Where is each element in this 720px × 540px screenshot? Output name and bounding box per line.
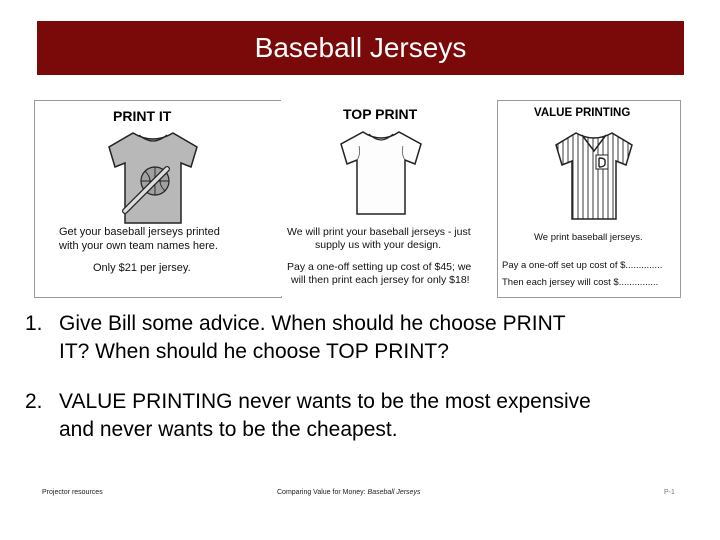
question-1-number: 1. [25, 312, 43, 335]
value-printing-text-line1: We print baseball jerseys. [534, 232, 643, 243]
question-2-line2: and never wants to be the cheapest. [59, 418, 398, 441]
footer-center-prefix: Comparing Value for Money: [277, 489, 368, 496]
slide-title: Baseball Jerseys [254, 32, 467, 63]
question-1-line1: Give Bill some advice. When should he choose PRINT [59, 312, 566, 335]
question-1 [25, 310, 695, 366]
print-it-text-line2: with your own team names here. [59, 240, 218, 252]
slide-title-bar [37, 21, 684, 75]
question-2 [25, 388, 695, 444]
top-print-text-line3: Pay a one-off setting up cost of $45; we [287, 261, 472, 273]
top-print-text-line2: supply us with your design. [315, 239, 442, 251]
footer-center [277, 489, 420, 496]
value-printing-text-line2: Pay a one-off set up cost of $.............. [502, 260, 663, 271]
footer-page-number: P-1 [664, 489, 675, 496]
value-printing-heading: VALUE PRINTING [534, 107, 631, 119]
question-list [25, 310, 695, 466]
footer-left: Projector resources [42, 489, 103, 496]
value-printing-panel [497, 100, 681, 298]
print-it-panel [34, 100, 282, 298]
question-1-line2: IT? When should he choose TOP PRINT? [59, 340, 449, 363]
top-print-text-line4: will then print each jersey for only $18! [291, 274, 470, 286]
pinstripe-tshirt-illustration [546, 125, 642, 225]
print-it-text-line1: Get your baseball jerseys printed [59, 226, 220, 238]
value-printing-text-line3: Then each jersey will cost $............... [502, 277, 659, 288]
top-print-text-line1: We will print your baseball jerseys - just [287, 226, 471, 238]
question-2-number: 2. [25, 390, 43, 413]
print-it-price: Only $21 per jersey. [93, 262, 191, 274]
white-tshirt-illustration [331, 124, 431, 220]
top-print-panel [281, 100, 483, 296]
top-print-heading: TOP PRINT [343, 106, 418, 122]
grey-tshirt-illustration [93, 123, 213, 231]
print-it-heading: PRINT IT [113, 108, 172, 124]
footer-center-italic: Baseball Jerseys [367, 489, 421, 496]
question-2-line1: VALUE PRINTING never wants to be the most expensive [59, 390, 591, 413]
